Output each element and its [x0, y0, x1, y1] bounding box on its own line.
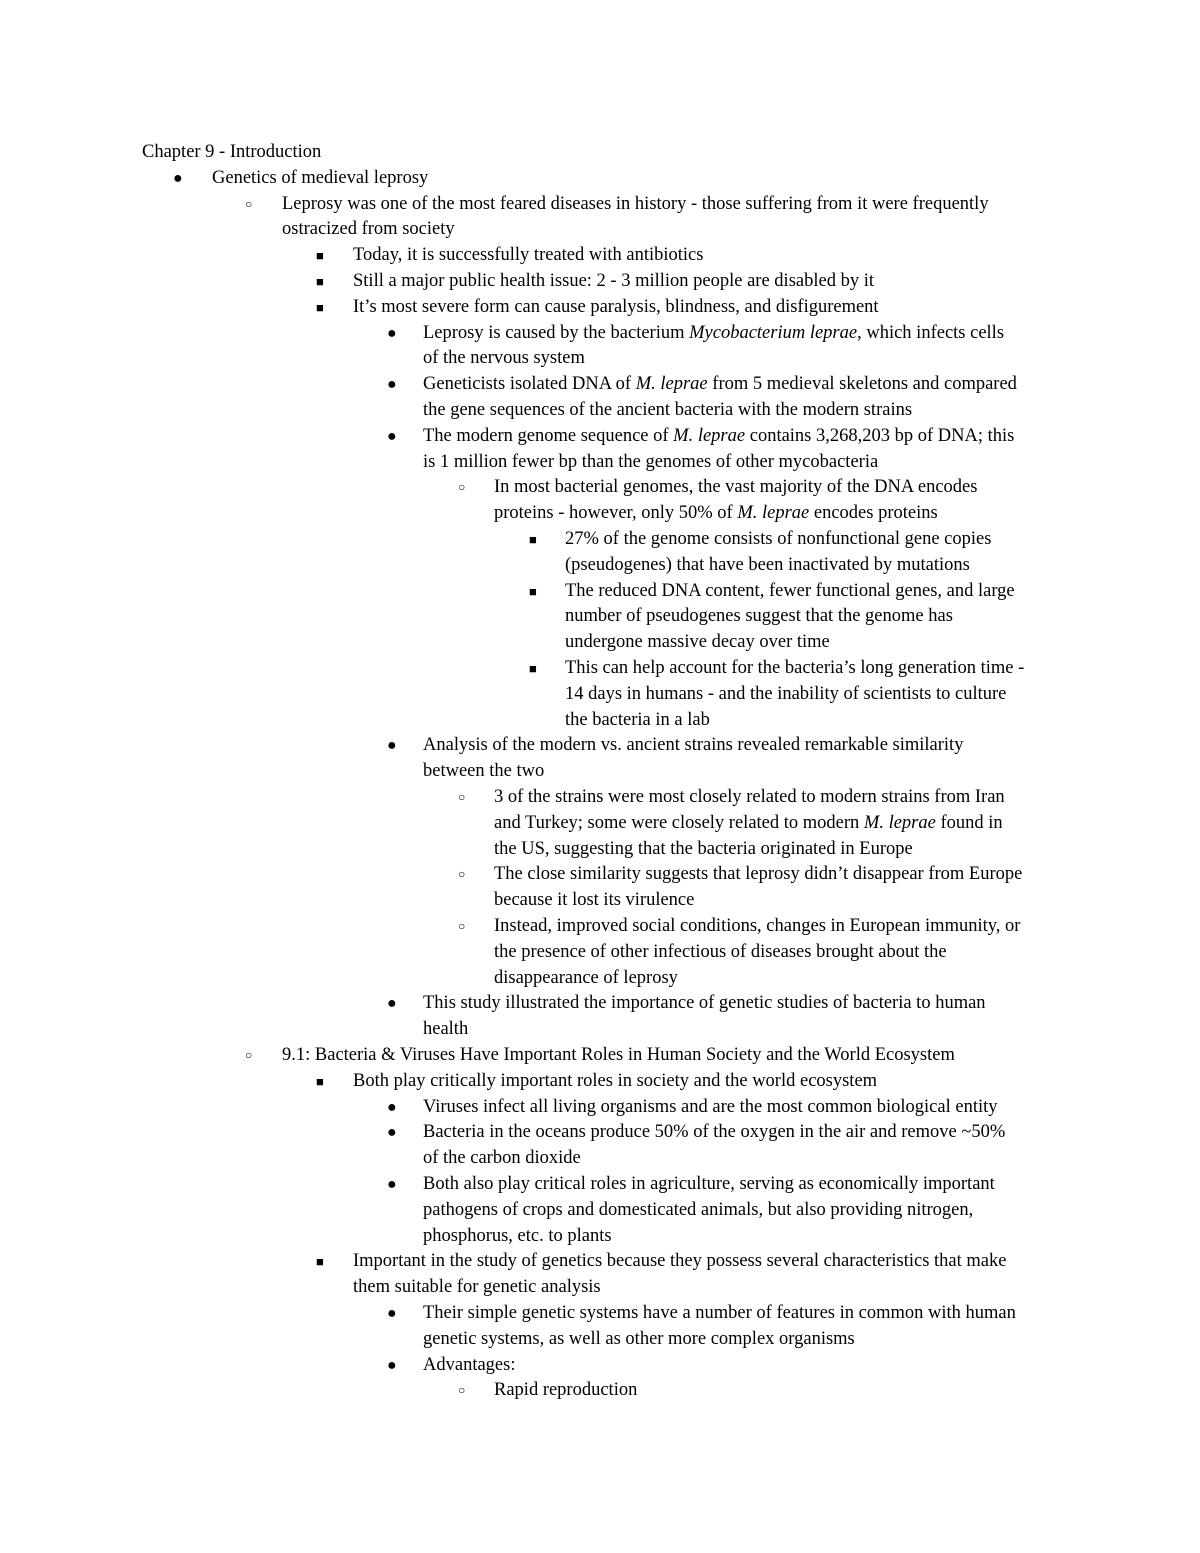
bullet-marker: ○: [458, 790, 466, 804]
outline-line: [494, 501, 938, 527]
outline-line: of the carbon dioxide: [423, 1148, 581, 1169]
outline-line: Bacteria in the oceans produce 50% of the oxygen in the air and remove ~50%: [423, 1122, 1006, 1143]
bullet-marker: ●: [387, 1305, 397, 1322]
outline-line: [423, 424, 1014, 450]
outline-line: In most bacterial genomes, the vast majority of the DNA encodes: [494, 477, 978, 498]
bullet-marker: ●: [387, 995, 397, 1013]
outline-line: Advantages:: [423, 1354, 516, 1375]
bullet-marker: ○: [458, 919, 466, 933]
bullet-marker: ○: [245, 1048, 253, 1062]
bullet-marker: ○: [458, 867, 466, 882]
outline-line: is 1 million fewer bp than the genomes of other mycobacteria: [423, 451, 879, 472]
outline-line: Rapid reproduction: [494, 1380, 638, 1401]
outline-line: [423, 372, 1017, 398]
outline-line: health: [423, 1019, 469, 1040]
italic-term: Mycobacterium leprae: [689, 322, 858, 343]
outline-line: them suitable for genetic analysis: [353, 1277, 601, 1298]
bullet-marker: ●: [387, 376, 397, 394]
outline-line: the US, suggesting that the bacteria originated in Europe: [494, 838, 913, 859]
outline-line: [494, 811, 1003, 837]
bullet-marker: ■: [529, 661, 537, 676]
text-segment: and Turkey; some were closely related to modern: [494, 812, 864, 833]
outline-line: 14 days in humans - and the inability of scientists to culture: [565, 683, 1007, 704]
outline-line: Their simple genetic systems have a number of features in common with human: [423, 1303, 1016, 1323]
outline-line: number of pseudogenes suggest that the genome has: [565, 606, 953, 627]
bullet-marker: ○: [458, 480, 466, 495]
bullet-marker: ●: [387, 1176, 397, 1193]
outline-line: genetic systems, as well as other more complex organisms: [423, 1328, 855, 1349]
italic-term: M. leprae: [737, 503, 810, 524]
outline-line: Instead, improved social conditions, changes in European immunity, or: [494, 916, 1021, 936]
outline-line: Analysis of the modern vs. ancient strains revealed remarkable similarity: [423, 735, 964, 756]
bullet-marker: ○: [458, 1383, 466, 1398]
bullet-marker: ■: [316, 274, 324, 289]
bullet-marker: ■: [316, 299, 324, 315]
italic-term: M. leprae: [635, 374, 708, 395]
outline-line: It’s most severe form can cause paralysis, blindness, and disfigurement: [353, 296, 879, 317]
outline-line: undergone massive decay over time: [565, 632, 830, 653]
bullet-marker: ■: [316, 1073, 324, 1089]
outline-line: between the two: [423, 761, 545, 782]
text-segment: proteins - however, only 50% of: [494, 503, 738, 524]
outline-line: the presence of other infectious of diseases brought about the: [494, 941, 947, 962]
outline-line: 3 of the strains were most closely related to modern strains from Iran: [494, 787, 1005, 807]
outline-line: ostracized from society: [282, 219, 455, 240]
outline-line: Viruses infect all living organisms and are the most common biological entity: [423, 1096, 998, 1117]
outline-line: because it lost its virulence: [494, 890, 695, 911]
bullet-marker: ■: [529, 532, 537, 547]
outline-line: phosphorus, etc. to plants: [423, 1225, 612, 1246]
outline-line: Today, it is successfully treated with antibiotics: [353, 245, 704, 266]
text-segment: from 5 medieval skeletons and compared: [707, 374, 1017, 395]
outline-line: This can help account for the bacteria’s long generation time -: [565, 658, 1025, 678]
outline-line: Important in the study of genetics because they possess several characteristics that make: [353, 1251, 1007, 1272]
outline-line: Still a major public health issue: 2 - 3 million people are disabled by it: [353, 271, 874, 291]
text-segment: The modern genome sequence of: [423, 425, 674, 446]
bullet-marker: ●: [387, 737, 397, 755]
bullet-marker: ■: [316, 1254, 324, 1270]
outline-line: This study illustrated the importance of genetic studies of bacteria to human: [423, 993, 986, 1014]
outline-line: the bacteria in a lab: [565, 709, 710, 730]
bullet-marker: ●: [387, 1356, 397, 1374]
bullet-marker: ■: [316, 248, 324, 264]
outline-line: pathogens of crops and domesticated animals, but also providing nitrogen,: [423, 1199, 974, 1220]
italic-term: M. leprae: [673, 425, 746, 446]
bullet-marker: ●: [387, 1098, 397, 1116]
bullet-marker: ■: [529, 583, 537, 599]
text-segment: Geneticists isolated DNA of: [423, 374, 636, 395]
outline-line: The close similarity suggests that leprosy didn’t disappear from Europe: [494, 864, 1023, 885]
bullet-marker: ●: [173, 169, 183, 187]
bullet-marker: ○: [245, 196, 253, 211]
bullet-marker: ●: [387, 427, 397, 445]
text-segment: encodes proteins: [809, 503, 938, 524]
text-segment: Leprosy is caused by the bacterium: [423, 322, 690, 343]
outline-line: Genetics of medieval leprosy: [212, 167, 429, 188]
outline-line: 9.1: Bacteria & Viruses Have Important Roles in Human Society and the World Ecosystem: [282, 1045, 955, 1065]
outline-line: disappearance of leprosy: [494, 967, 678, 988]
outline-line: Both play critically important roles in society and the world ecosystem: [353, 1070, 878, 1091]
outline-line: Leprosy was one of the most feared diseases in history - those suffering from it were frequently: [282, 193, 989, 214]
bullet-marker: ●: [387, 1124, 397, 1142]
text-segment: found in: [935, 812, 1003, 833]
outline-line: the gene sequences of the ancient bacteria with the modern strains: [423, 400, 913, 420]
chapter-heading: Chapter 9 - Introduction: [142, 142, 322, 162]
bullet-marker: ●: [387, 324, 397, 342]
italic-term: M. leprae: [863, 812, 936, 833]
text-segment: , which infects cells: [857, 322, 1005, 343]
outline-line: [423, 321, 1004, 347]
outline-line: The reduced DNA content, fewer functional genes, and large: [565, 580, 1015, 601]
text-segment: contains 3,268,203 bp of DNA; this: [745, 425, 1015, 446]
outline-line: (pseudogenes) that have been inactivated by mutations: [565, 554, 970, 575]
outline-line: 27% of the genome consists of nonfunctional gene copies: [565, 529, 992, 549]
outline-line: of the nervous system: [423, 348, 585, 369]
outline-line: Both also play critical roles in agriculture, serving as economically important: [423, 1174, 995, 1194]
